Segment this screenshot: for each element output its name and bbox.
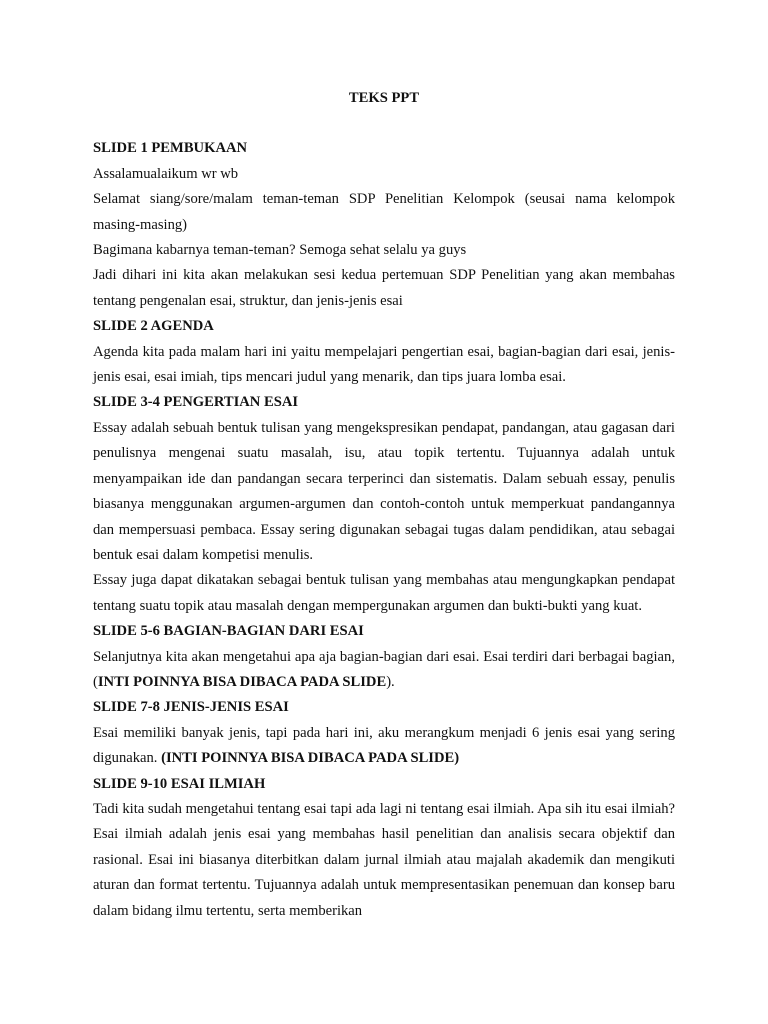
section-heading-slide-9-10: SLIDE 9-10 ESAI ILMIAH: [93, 775, 266, 792]
document-page: [93, 86, 675, 924]
paragraph: Tadi kita sudah mengetahui tentang esai tapi ada lagi ni tentang esai ilmiah. Apa sih itu esai ilmiah? Esai ilmiah adalah jenis esai yang membahas hasil penelitian dan analisis secara objektif dan rasional. Esai ini biasanya diterbitkan dalam jurnal ilmiah atau majalah akademik dan mengikuti aturan dan format tertentu. Tujuannya adalah untuk mempresentasikan penemuan dan konsep baru dalam bidang ilmu tertentu, serta memberikan: [93, 800, 675, 919]
paragraph-text-end: ).: [386, 673, 395, 690]
paragraph: [93, 645, 675, 696]
paragraph: Essay adalah sebuah bentuk tulisan yang mengekspresikan pendapat, pandangan, atau gagasan dari penulisnya mengenai suatu masalah, isu, atau topik tertentu. Tujuannya adalah untuk menyampaikan ide dan pandangan secara terperinci dan sistematis. Dalam sebuah essay, penulis biasanya menggunakan argumen-argumen dan contoh-contoh untuk memperkuat pandangannya dan mempersuasi pembaca. Essay sering digunakan sebagai tugas dalam pendidikan, atau sebagai bentuk esai dalam kompetisi menulis.: [93, 419, 675, 563]
paragraph: Essay juga dapat dikatakan sebagai bentuk tulisan yang membahas atau mengungkapkan pendapat tentang suatu topik atau masalah dengan mempergunakan argumen dan bukti-bukti yang kuat.: [93, 572, 675, 614]
section-heading-slide-1: SLIDE 1 PEMBUKAAN: [93, 140, 248, 157]
paragraph: Assalamualaikum wr wb: [93, 165, 239, 182]
paragraph: Agenda kita pada malam hari ini yaitu mempelajari pengertian esai, bagian-bagian dari esai, jenis-jenis esai, esai imiah, tips mencari judul yang menarik, dan tips juara lomba esai.: [93, 343, 675, 386]
paragraph-text: Esai memiliki banyak jenis, tapi pada hari ini, aku merangkum menjadi 6 jenis esai yang sering digunakan.: [93, 724, 675, 767]
paragraph: Selamat siang/sore/malam teman-teman SDP Penelitian Kelompok (seusai nama kelompok masing-masing): [93, 191, 675, 233]
section-heading-slide-7-8: SLIDE 7-8 JENIS-JENIS ESAI: [93, 699, 289, 716]
section-heading-slide-5-6: SLIDE 5-6 BAGIAN-BAGIAN DARI ESAI: [93, 623, 364, 640]
paragraph-text: Selanjutnya kita akan mengetahui apa aja bagian-bagian dari esai. Esai terdiri dari berbagai bagian, (: [93, 648, 675, 690]
section-heading-slide-2: SLIDE 2 AGENDA: [93, 318, 214, 335]
paragraph-bold-note: (INTI POINNYA BISA DIBACA PADA SLIDE): [161, 750, 460, 767]
paragraph: Jadi dihari ini kita akan melakukan sesi kedua pertemuan SDP Penelitian yang akan membahas tentang pengenalan esai, struktur, dan jenis-jenis esai: [93, 267, 675, 309]
paragraph-bold-note: INTI POINNYA BISA DIBACA PADA SLIDE: [97, 673, 387, 690]
paragraph: Bagimana kabarnya teman-teman? Semoga sehat selalu ya guys: [93, 242, 467, 259]
paragraph: [93, 721, 675, 772]
document-title: TEKS PPT: [348, 90, 420, 106]
section-heading-slide-3-4: SLIDE 3-4 PENGERTIAN ESAI: [93, 394, 299, 411]
